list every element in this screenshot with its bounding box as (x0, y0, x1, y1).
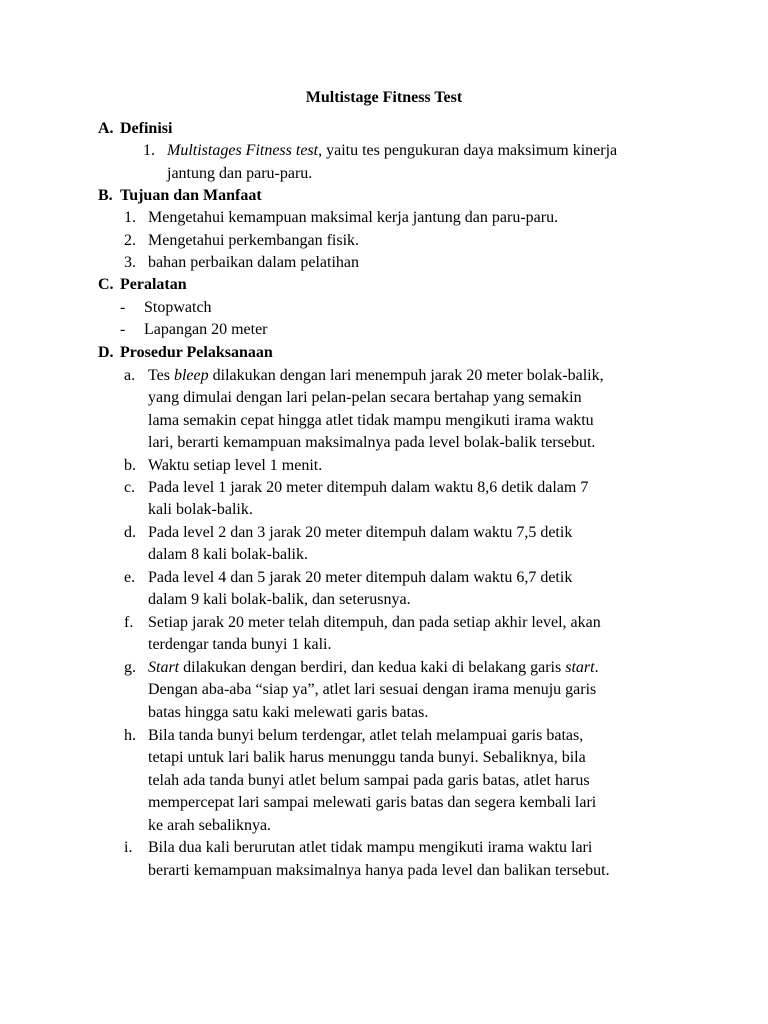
section-letter: B. (98, 187, 113, 204)
section-title: Prosedur Pelaksanaan (120, 344, 273, 361)
emphasis-term: bleep (173, 367, 209, 384)
list-marker: - (120, 321, 126, 338)
prosedur-f-line-2: terdengar tanda bunyi 1 kali. (148, 636, 332, 653)
prosedur-g-line-3: batas hingga satu kaki melewati garis batas. (148, 704, 429, 721)
text-fragment: dilakukan dengan lari menempuh jarak 20 meter bolak-balik, (208, 367, 604, 384)
emphasis-term: start (565, 659, 595, 676)
prosedur-e-line-1: Pada level 4 dan 5 jarak 20 meter ditempuh dalam waktu 6,7 detik (148, 569, 573, 586)
document-title: Multistage Fitness Test (305, 89, 463, 106)
list-item: bahan perbaikan dalam pelatihan (148, 254, 360, 271)
list-marker: - (120, 299, 126, 316)
list-item: Mengetahui kemampuan maksimal kerja jantung dan paru-paru. (148, 209, 559, 226)
prosedur-h-line-3: telah ada tanda bunyi atlet belum sampai pada garis batas, atlet harus (148, 772, 590, 789)
list-marker: g. (124, 659, 136, 676)
list-marker: 1. (143, 142, 155, 159)
definisi-line-1 (167, 142, 617, 160)
definisi-term: Multistages Fitness test (167, 142, 319, 159)
section-letter: C. (98, 276, 114, 293)
emphasis-term: Start (148, 659, 180, 676)
text-fragment: . (594, 659, 599, 676)
definisi-line-2: jantung dan paru-paru. (167, 165, 313, 182)
section-title: Definisi (120, 120, 173, 137)
prosedur-c-line-2: kali bolak-balik. (148, 501, 253, 518)
section-heading-tujuan (98, 187, 262, 205)
section-heading-peralatan (98, 276, 187, 294)
list-marker: i. (124, 839, 133, 856)
text-fragment: Tes (148, 367, 174, 384)
prosedur-i-line-2: berarti kemampuan maksimalnya hanya pada level dan balikan tersebut. (148, 862, 610, 879)
prosedur-f-line-1: Setiap jarak 20 meter telah ditempuh, dan pada setiap akhir level, akan (148, 614, 601, 631)
prosedur-g-line-1 (148, 659, 599, 677)
prosedur-c-line-1: Pada level 1 jarak 20 meter ditempuh dalam waktu 8,6 detik dalam 7 (148, 479, 589, 496)
prosedur-g-line-2: Dengan aba-aba “siap ya”, atlet lari sesuai dengan irama menuju garis (148, 681, 597, 698)
section-heading-prosedur (98, 344, 273, 362)
section-letter: A. (98, 120, 114, 137)
list-marker: 1. (124, 209, 136, 226)
prosedur-a-line-4: lari, berarti kemampuan maksimalnya pada level bolak-balik tersebut. (148, 434, 596, 451)
prosedur-e-line-2: dalam 9 kali bolak-balik, dan seterusnya. (148, 591, 411, 608)
prosedur-h-line-2: tetapi untuk lari balik harus menunggu tanda bunyi. Sebaliknya, bila (148, 749, 586, 766)
section-title: Peralatan (120, 276, 187, 293)
list-marker: f. (124, 614, 134, 631)
definisi-text: , yaitu tes pengukuran daya maksimum kinerja (318, 142, 618, 159)
prosedur-a-line-3: lama semakin cepat hingga atlet tidak mampu mengikuti irama waktu (148, 412, 594, 429)
list-item: Lapangan 20 meter (144, 321, 268, 338)
prosedur-i-line-1: Bila dua kali berurutan atlet tidak mampu mengikuti irama waktu lari (148, 839, 593, 856)
section-letter: D. (98, 344, 114, 361)
list-marker: c. (124, 479, 136, 496)
list-marker: 3. (124, 254, 136, 271)
list-item: Stopwatch (144, 299, 212, 316)
list-marker: h. (124, 727, 136, 744)
section-heading-definisi (98, 120, 172, 138)
text-fragment: dilakukan dengan berdiri, dan kedua kaki di belakang garis (179, 659, 566, 676)
prosedur-a-line-1 (148, 367, 604, 385)
list-marker: e. (124, 569, 136, 586)
list-item: Mengetahui perkembangan fisik. (148, 232, 360, 249)
prosedur-b-line-1: Waktu setiap level 1 menit. (148, 457, 323, 474)
prosedur-a-line-2: yang dimulai dengan lari pelan-pelan secara bertahap yang semakin (148, 389, 582, 406)
list-marker: a. (124, 367, 136, 384)
list-marker: 2. (124, 232, 136, 249)
section-title: Tujuan dan Manfaat (120, 187, 262, 204)
list-marker: b. (124, 457, 136, 474)
prosedur-h-line-4: mempercepat lari sampai melewati garis batas dan segera kembali lari (148, 794, 597, 811)
prosedur-d-line-1: Pada level 2 dan 3 jarak 20 meter ditempuh dalam waktu 7,5 detik (148, 524, 573, 541)
prosedur-h-line-1: Bila tanda bunyi belum terdengar, atlet telah melampuai garis batas, (148, 727, 584, 744)
prosedur-d-line-2: dalam 8 kali bolak-balik. (148, 546, 308, 563)
prosedur-h-line-5: ke arah sebaliknya. (148, 817, 272, 834)
list-marker: d. (124, 524, 136, 541)
